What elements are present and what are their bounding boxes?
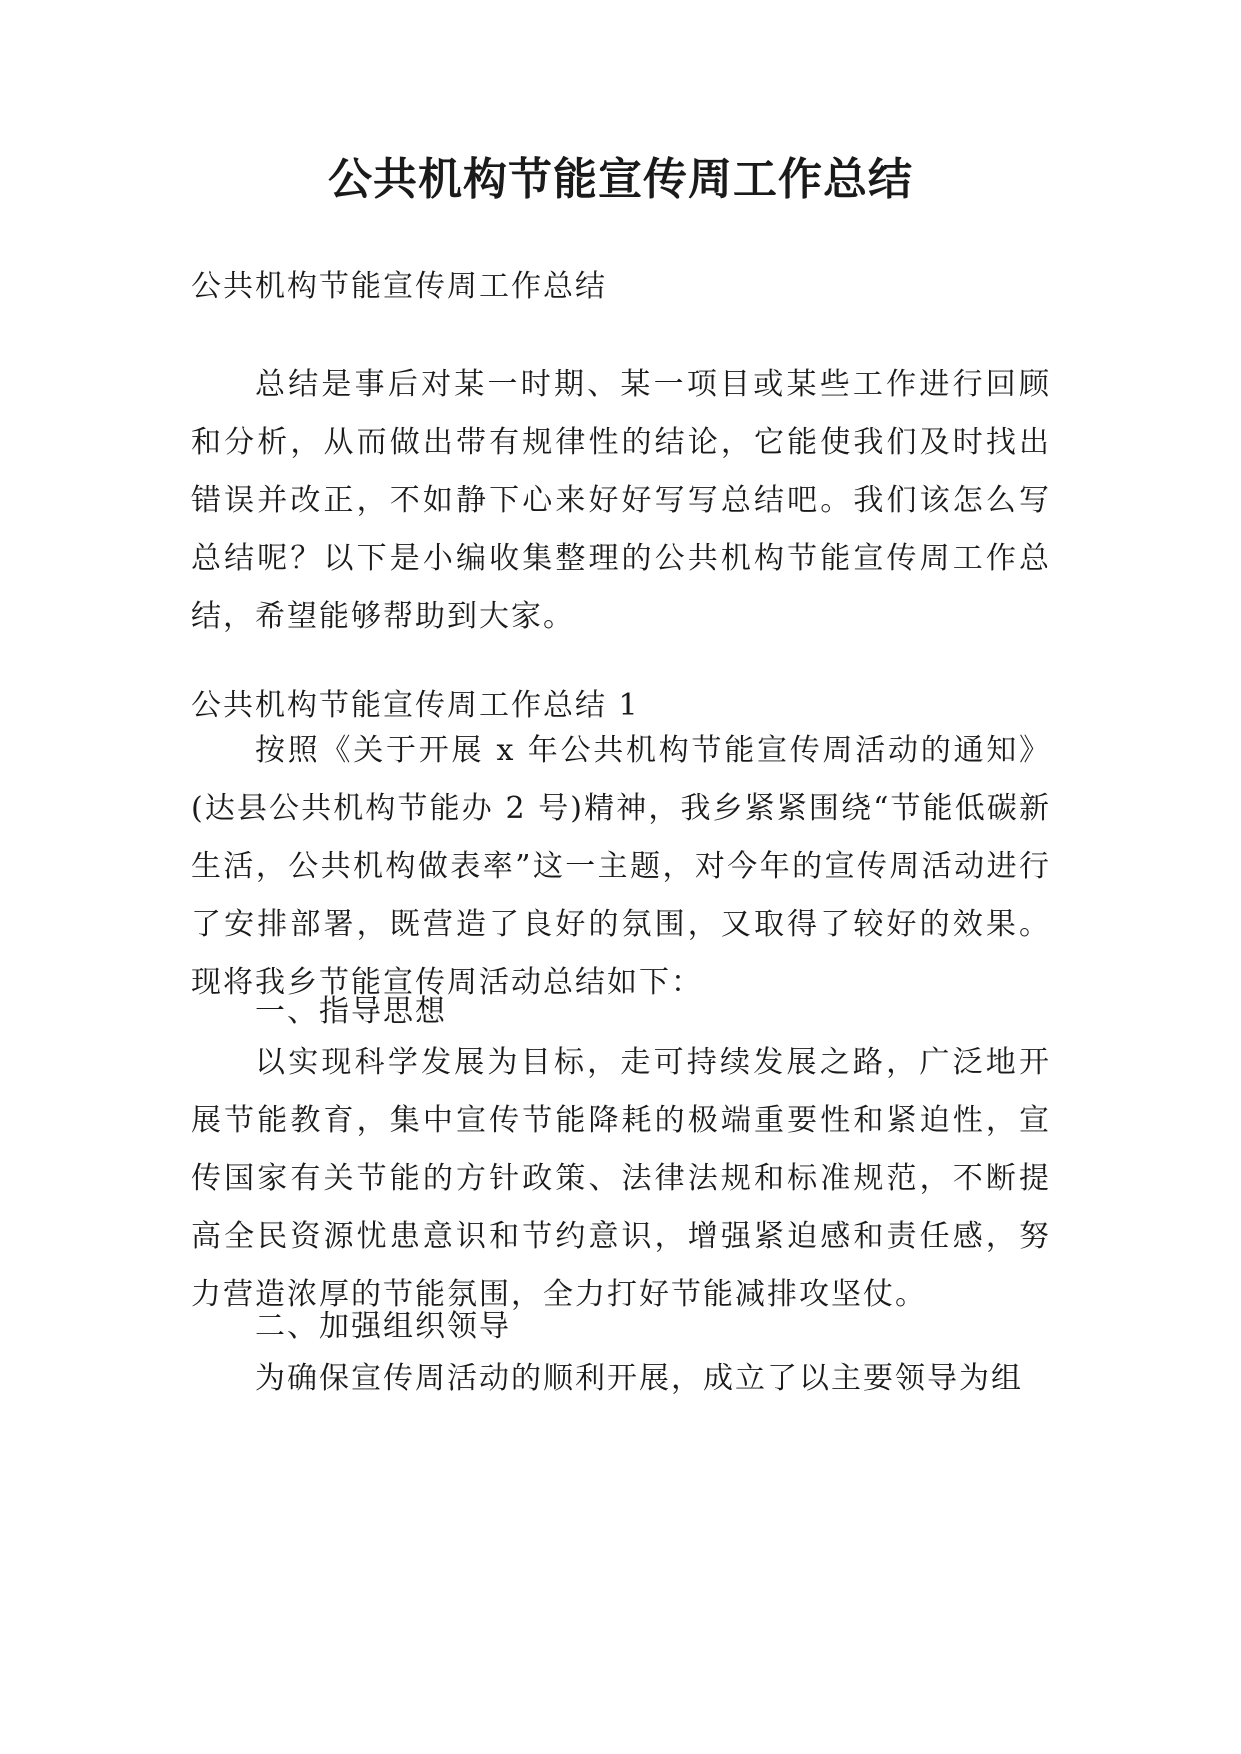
document-title: 公共机构节能宣传周工作总结 — [328, 154, 913, 205]
intro-paragraph: 总结是事后对某一时期、某一项目或某些工作进行回顾和分析，从而做出带有规律性的结论，它能使我们及时找出错误并改正，不如静下心来好好写写总结吧。我们该怎么写总结呢？以下是小编收集整理的公共机构节能宣传周工作总结，希望能够帮助到大家。 — [191, 367, 1051, 634]
section-heading: 公共机构节能宣传周工作总结 1 — [191, 688, 640, 723]
document-subtitle: 公共机构节能宣传周工作总结 — [191, 269, 607, 304]
section-paragraph: 按照《关于开展 x 年公共机构节能宣传周活动的通知》(达县公共机构节能办 2 号)精神，我乡紧紧围绕“节能低碳新生活，公共机构做表率”这一主题，对今年的宣传周活动进行了安排部署，既营造了良好的氛围，又取得了较好的效果。现将我乡节能宣传周活动总结如下： — [191, 733, 1051, 1000]
point-text-guiding-ideology: 以实现科学发展为目标，走可持续发展之路，广泛地开展节能教育，集中宣传节能降耗的极端重要性和紧迫性，宣传国家有关节能的方针政策、法律法规和标准规范，不断提高全民资源忧患意识和节约意识，增强紧迫感和责任感，努力营造浓厚的节能氛围，全力打好节能减排攻坚仗。 — [191, 1045, 1051, 1312]
point-heading-guiding-ideology: 一、指导思想 — [255, 994, 447, 1029]
point-text-organization: 为确保宣传周活动的顺利开展，成立了以主要领导为组 — [255, 1361, 1023, 1396]
point-heading-organization: 二、加强组织领导 — [255, 1309, 511, 1344]
